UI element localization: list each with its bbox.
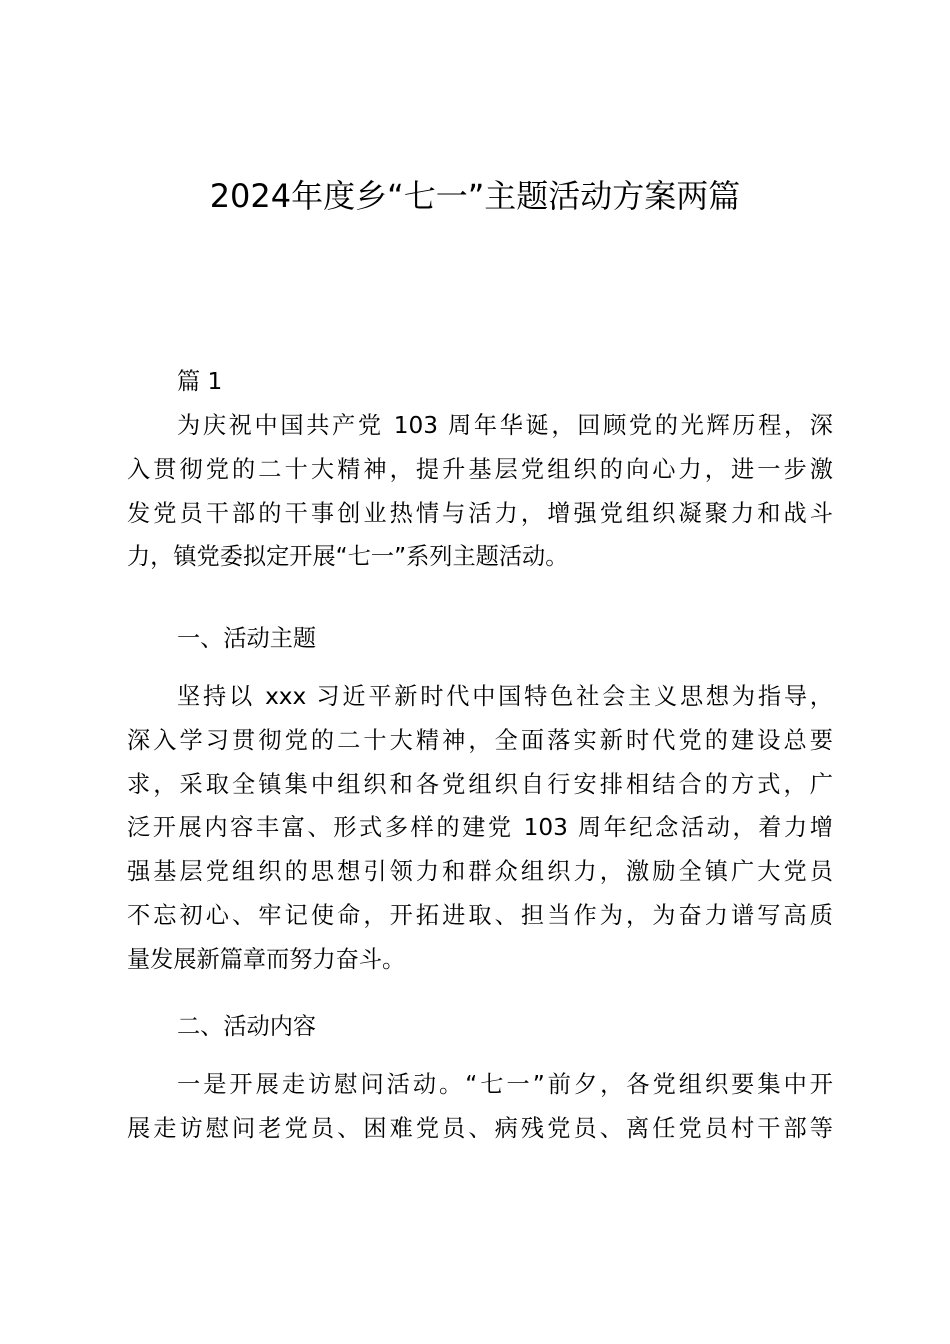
section2-paragraph	[127, 1063, 833, 1151]
paragraph-line: 泛开展内容丰富、形式多样的建党 103 周年纪念活动，着力增	[127, 814, 833, 842]
section-heading: 二、活动内容	[177, 1013, 317, 1040]
paragraph-line: 坚持以 xxx 习近平新时代中国特色社会主义思想为指导，	[177, 683, 833, 710]
paragraph-line: 展走访慰问老党员、困难党员、病残党员、离任党员村干部等	[127, 1114, 833, 1142]
intro-paragraph	[127, 404, 833, 579]
paragraph-line: 入贯彻党的二十大精神，提升基层党组织的向心力，进一步激	[127, 455, 833, 483]
paragraph-line: 为庆祝中国共产党 103 周年华诞，回顾党的光辉历程，深	[177, 412, 833, 439]
paragraph-line: 强基层党组织的思想引领力和群众组织力，激励全镇广大党员	[127, 858, 833, 886]
paragraph-line: 不忘初心、牢记使命，开拓进取、担当作为，为奋力谱写高质	[127, 901, 833, 929]
document-title: 2024年度乡“七一”主题活动方案两篇	[209, 177, 741, 215]
section1-paragraph	[127, 675, 833, 982]
paragraph-line: 量发展新篇章而努力奋斗。	[127, 945, 406, 973]
paragraph-line: 求，采取全镇集中组织和各党组织自行安排相结合的方式，广	[127, 770, 833, 798]
part-label: 篇 1	[177, 368, 223, 395]
paragraph-line: 力，镇党委拟定开展“七一”系列主题活动。	[127, 543, 569, 571]
paragraph-line: 发党员干部的干事创业热情与活力，增强党组织凝聚力和战斗	[127, 499, 833, 527]
paragraph-line: 一是开展走访慰问活动。“七一”前夕，各党组织要集中开	[177, 1071, 833, 1098]
section-heading: 一、活动主题	[177, 625, 317, 652]
paragraph-line: 深入学习贯彻党的二十大精神，全面落实新时代党的建设总要	[127, 726, 833, 754]
